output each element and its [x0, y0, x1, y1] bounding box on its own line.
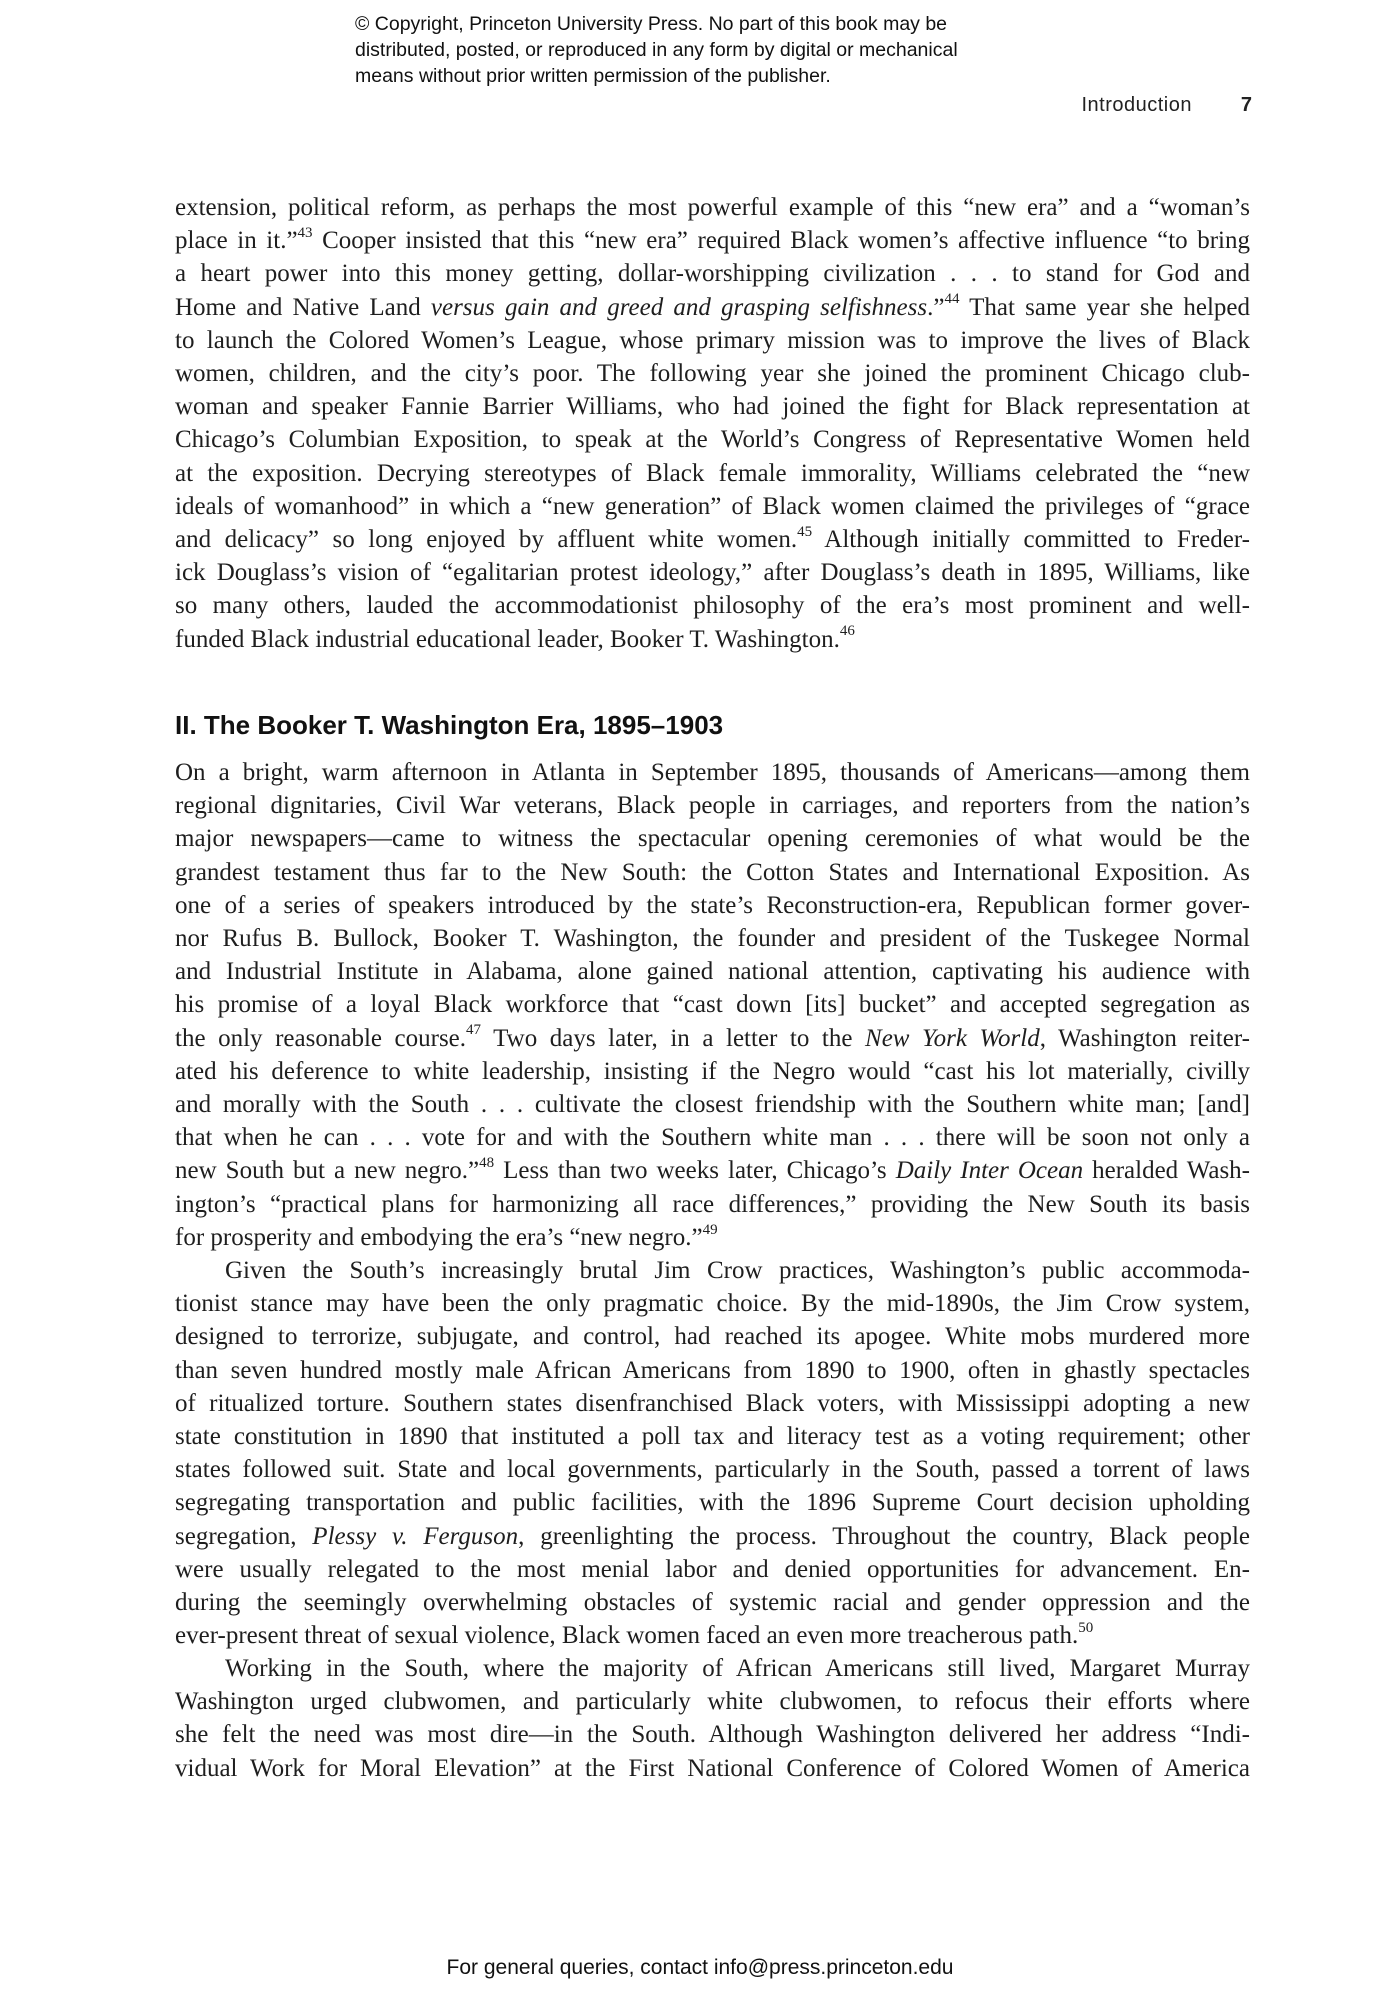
footnote-ref[interactable]: 47: [466, 1022, 482, 1039]
footnote-ref[interactable]: 48: [479, 1155, 495, 1172]
text-line: [175, 423, 1250, 456]
text-run: of ritualized torture. Southern states disenfranchised Black voters, with Mississippi adopting a new: [175, 1389, 1250, 1417]
text-run: a heart power into this money getting, dollar-worshipping civilization . . . to stand for God and: [175, 260, 1250, 288]
text-run: were usually relegated to the most menial labor and denied opportunities for advancement. En-: [175, 1555, 1250, 1583]
text-run: than seven hundred mostly male African Americans from 1890 to 1900, often in ghastly spectacles: [175, 1356, 1250, 1384]
text-line: [175, 1685, 1250, 1718]
copyright-line: means without prior written permission of the publisher.: [355, 65, 831, 87]
text-run: Two days later, in a letter to the: [481, 1024, 866, 1052]
text-line: [175, 523, 1250, 556]
text-line: [175, 457, 1250, 490]
text-line: [175, 1453, 1250, 1486]
text-line: [175, 1254, 1250, 1287]
text-line: [175, 1221, 1250, 1254]
text-line: [175, 1121, 1250, 1154]
text-run: to launch the Colored Women’s League, whose primary mission was to improve the lives of Black: [175, 326, 1250, 354]
text-run: Working in the South, where the majority of African Americans still lived, Margaret Murray: [225, 1655, 1250, 1682]
text-run: for prosperity and embodying the era’s “new negro.”: [175, 1223, 703, 1251]
text-run: during the seemingly overwhelming obstacles of systemic racial and gender oppression and the: [175, 1589, 1250, 1617]
text-line: [175, 1154, 1250, 1187]
paragraph-4: [175, 1652, 1250, 1785]
footnote-ref[interactable]: 44: [944, 291, 960, 308]
footnote-ref[interactable]: 49: [702, 1221, 718, 1238]
text-run: funded Black industrial educational leader, Booker T. Washington.: [175, 625, 840, 653]
text-run: ever-present threat of sexual violence, Black women faced an even more treacherous path.: [175, 1622, 1079, 1650]
text-run: Cooper insisted that this “new era” required Black women’s affective influence “to bring: [312, 227, 1250, 255]
copyright-notice: [355, 11, 1075, 89]
text-line: [175, 1520, 1250, 1553]
text-line: [175, 1553, 1250, 1586]
text-run: Less than two weeks later, Chicago’s: [494, 1157, 896, 1185]
text-run: , greenlighting the process. Throughout the country, Black people: [518, 1522, 1250, 1550]
text-line: [175, 856, 1250, 889]
text-line: [175, 988, 1250, 1021]
text-line: [175, 1287, 1250, 1320]
italic-text: Plessy v. Ferguson: [312, 1522, 519, 1550]
text-line: [175, 291, 1250, 324]
text-run: so many others, lauded the accommodationist philosophy of the era’s most prominent and well-: [175, 592, 1250, 620]
text-line: [175, 1652, 1250, 1685]
paragraph-1: [175, 191, 1250, 656]
text-line: [175, 1486, 1250, 1519]
text-run: state constitution in 1890 that instituted a poll tax and literacy test as a voting requirement; other: [175, 1423, 1250, 1451]
text-run: ington’s “practical plans for harmonizing all race differences,” providing the New South its basis: [175, 1190, 1250, 1218]
text-run: place in it.”: [175, 227, 298, 255]
text-line: [175, 490, 1250, 523]
text-run: nor Rufus B. Bullock, Booker T. Washington, the founder and president of the Tuskegee Normal: [175, 925, 1250, 953]
text-run: his promise of a loyal Black workforce that “cast down [its] bucket” and accepted segregation as: [175, 991, 1250, 1019]
text-line: [175, 1420, 1250, 1453]
text-line: [175, 1752, 1250, 1785]
text-line: [175, 889, 1250, 922]
text-run: , Washington reiter-: [1039, 1024, 1250, 1052]
text-run: On a bright, warm afternoon in Atlanta in September 1895, thousands of Americans—among them: [175, 759, 1250, 786]
paragraph-3: [175, 1254, 1250, 1652]
text-line: [175, 756, 1250, 789]
text-line: [175, 589, 1250, 622]
text-run: ideals of womanhood” in which a “new generation” of Black women claimed the privileges of “grace: [175, 492, 1250, 520]
text-line: [175, 1619, 1250, 1652]
text-line: [175, 922, 1250, 955]
text-run: at the exposition. Decrying stereotypes of Black female immorality, Williams celebrated the “new: [175, 459, 1250, 487]
text-line: [175, 1354, 1250, 1387]
text-run: That same year she helped: [959, 293, 1250, 321]
text-run: segregation,: [175, 1522, 313, 1550]
text-run: and delicacy” so long enjoyed by affluent white women.: [175, 526, 798, 554]
text-line: [175, 556, 1250, 589]
text-run: new South but a new negro.”: [175, 1157, 480, 1185]
text-run: ick Douglass’s vision of “egalitarian protest ideology,” after Douglass’s death in 1895, Williams, like: [175, 559, 1250, 587]
page-number: 7: [1240, 94, 1252, 116]
text-run: Although initially committed to Freder-: [812, 526, 1251, 554]
text-run: vidual Work for Moral Elevation” at the First National Conference of Colored Women of America: [175, 1754, 1250, 1782]
text-run: women, children, and the city’s poor. The following year she joined the prominent Chicago club-: [175, 360, 1250, 388]
text-line: [175, 623, 1250, 656]
text-run: the only reasonable course.: [175, 1024, 467, 1052]
italic-text: New York World: [865, 1024, 1040, 1052]
text-run: .”: [927, 293, 945, 321]
text-line: [175, 1022, 1250, 1055]
footnote-ref[interactable]: 43: [297, 224, 313, 241]
text-run: designed to terrorize, subjugate, and control, had reached its apogee. White mobs murdered more: [175, 1323, 1250, 1351]
text-line: [175, 1055, 1250, 1088]
text-run: grandest testament thus far to the New South: the Cotton States and International Exposition. As: [175, 858, 1250, 886]
copyright-line: distributed, posted, or reproduced in any form by digital or mechanical: [355, 39, 958, 61]
footnote-ref[interactable]: 45: [797, 523, 813, 540]
text-run: Given the South’s increasingly brutal Jim Crow practices, Washington’s public accommoda-: [225, 1257, 1250, 1284]
text-line: [175, 822, 1250, 855]
text-line: [175, 955, 1250, 988]
text-line: [175, 224, 1250, 257]
text-run: and Industrial Institute in Alabama, alone gained national attention, captivating his audience with: [175, 958, 1250, 986]
text-line: [175, 1718, 1250, 1751]
running-head: [1000, 94, 1252, 124]
text-line: [175, 357, 1250, 390]
running-head-section: Introduction: [1081, 94, 1192, 116]
text-run: states followed suit. State and local governments, particularly in the South, passed a torrent of laws: [175, 1456, 1250, 1484]
text-line: [175, 1387, 1250, 1420]
text-run: one of a series of speakers introduced by the state’s Reconstruction-era, Republican former gover-: [175, 891, 1250, 919]
text-run: ated his deference to white leadership, insisting if the Negro would “cast his lot materially, civilly: [175, 1057, 1250, 1085]
italic-text: Daily Inter Ocean: [895, 1157, 1084, 1185]
copyright-line: © Copyright, Princeton University Press. No part of this book may be: [355, 13, 948, 35]
text-line: [175, 324, 1250, 357]
text-line: [175, 1586, 1250, 1619]
text-line: [175, 1088, 1250, 1121]
text-run: major newspapers—came to witness the spectacular opening ceremonies of what would be the: [175, 825, 1250, 853]
text-run: woman and speaker Fannie Barrier Williams, who had joined the fight for Black representation at: [175, 393, 1250, 421]
italic-text: versus gain and greed and grasping selfishness: [430, 293, 928, 321]
footnote-ref[interactable]: 46: [839, 623, 855, 640]
text-run: and morally with the South . . . cultivate the closest friendship with the Southern white man; [and]: [175, 1091, 1250, 1119]
text-run: Home and Native Land: [175, 293, 431, 321]
text-run: regional dignitaries, Civil War veterans, Black people in carriages, and reporters from the nation’s: [175, 792, 1250, 820]
text-line: [175, 390, 1250, 423]
text-run: Washington urged clubwomen, and particularly white clubwomen, to refocus their efforts where: [175, 1688, 1250, 1716]
text-run: Chicago’s Columbian Exposition, to speak at the World’s Congress of Representative Women held: [175, 426, 1250, 454]
paragraph-2: [175, 756, 1250, 1254]
text-line: [175, 1320, 1250, 1353]
text-run: segregating transportation and public facilities, with the 1896 Supreme Court decision upholding: [175, 1489, 1250, 1517]
section-heading: II. The Booker T. Washington Era, 1895–1903: [175, 710, 724, 740]
text-line: [175, 789, 1250, 822]
text-run: heralded Wash-: [1083, 1157, 1250, 1185]
footer-contact: For general queries, contact info@press.princeton.edu: [446, 1956, 954, 1979]
footnote-ref[interactable]: 50: [1078, 1619, 1094, 1636]
text-run: tionist stance may have been the only pragmatic choice. By the mid-1890s, the Jim Crow system,: [175, 1290, 1250, 1318]
text-run: that when he can . . . vote for and with the Southern white man . . . there will be soon not only a: [175, 1124, 1250, 1152]
text-run: extension, political reform, as perhaps the most powerful example of this “new era” and a “woman’s: [175, 194, 1250, 221]
text-line: [175, 191, 1250, 224]
text-line: [175, 257, 1250, 290]
text-run: she felt the need was most dire—in the South. Although Washington delivered her address “Indi-: [175, 1721, 1250, 1749]
text-line: [175, 1188, 1250, 1221]
